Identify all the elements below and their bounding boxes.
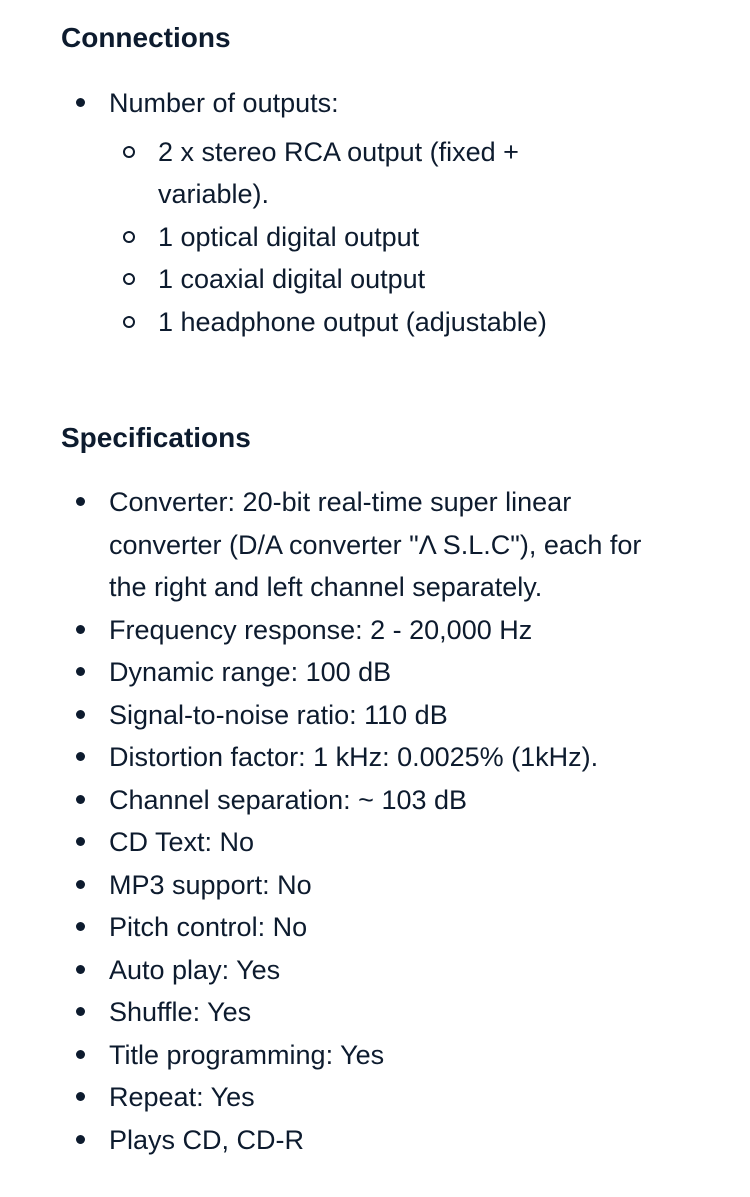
list-item-label: Number of outputs: xyxy=(109,88,339,118)
list-item: Title programming: Yes xyxy=(61,1034,721,1077)
list-item: Shuffle: Yes xyxy=(61,991,721,1034)
specifications-heading: Specifications xyxy=(61,422,251,453)
list-item: Frequency response: 2 - 20,000 Hz xyxy=(61,609,721,652)
connections-section xyxy=(61,20,721,343)
list-item: CD Text: No xyxy=(61,821,721,864)
list-item: MP3 support: No xyxy=(61,864,721,907)
sub-list-item: 1 optical digital output xyxy=(109,216,721,259)
connections-list xyxy=(61,82,721,343)
list-item: Distortion factor: 1 kHz: 0.0025% (1kHz). xyxy=(61,736,721,779)
connections-heading: Connections xyxy=(61,22,231,53)
specifications-section xyxy=(61,420,721,1161)
list-item: Plays CD, CD-R xyxy=(61,1119,721,1162)
list-item: Signal-to-noise ratio: 110 dB xyxy=(61,694,721,737)
outputs-sub-list xyxy=(109,131,721,344)
list-item: Pitch control: No xyxy=(61,906,721,949)
specifications-list xyxy=(61,481,721,1161)
list-item: Converter: 20-bit real-time super linear converter (D/A converter "Λ S.L.C"), each for the right and left channel separately. xyxy=(61,481,674,609)
sub-list-item: 1 headphone output (adjustable) xyxy=(109,301,721,344)
sub-list-item: 2 x stereo RCA output (fixed + variable). xyxy=(109,131,598,216)
list-item: Channel separation: ~ 103 dB xyxy=(61,779,721,822)
list-item-number-of-outputs xyxy=(61,82,721,343)
sub-list-item: 1 coaxial digital output xyxy=(109,258,721,301)
list-item: Dynamic range: 100 dB xyxy=(61,651,721,694)
list-item: Repeat: Yes xyxy=(61,1076,721,1119)
list-item: Auto play: Yes xyxy=(61,949,721,992)
